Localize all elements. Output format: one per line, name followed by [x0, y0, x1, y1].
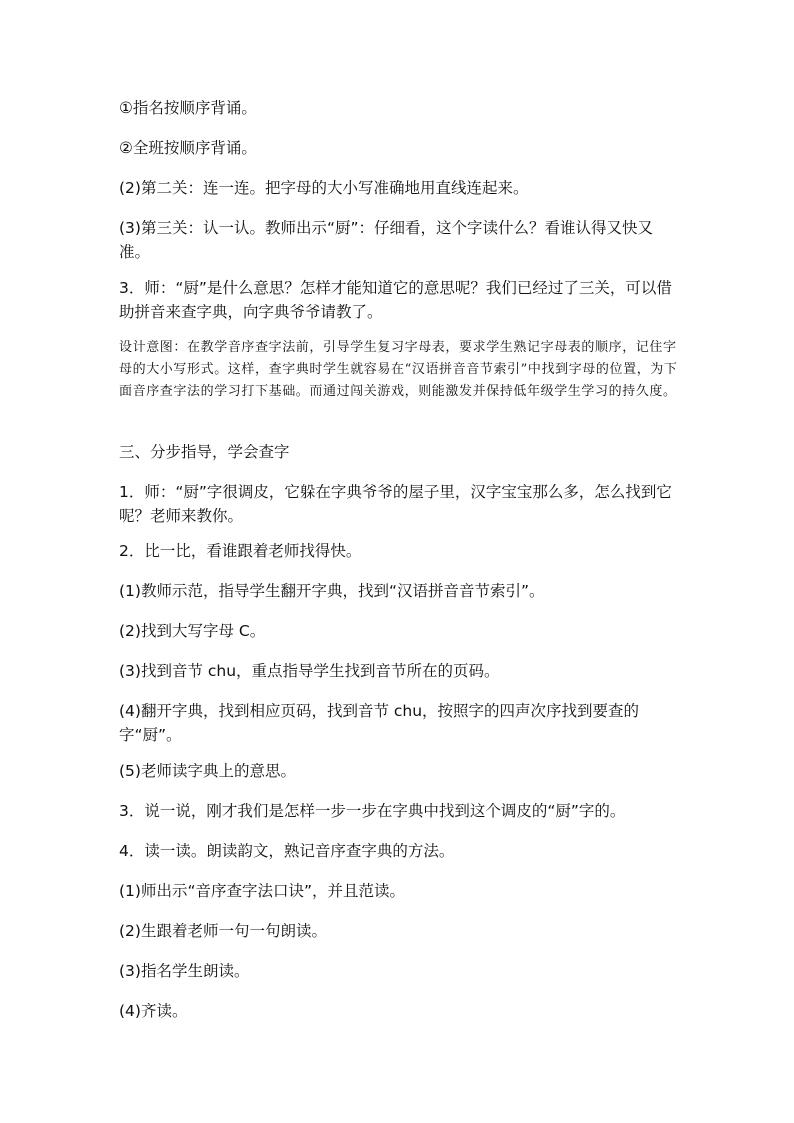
paragraph-step-2: (2)找到大写字母 C。: [119, 622, 266, 640]
paragraph-teacher-intro: 1．师：“厨”字很调皮，它躲在字典爷爷的屋子里，汉字宝宝那么多，怎么找到它呢？老师来教你。: [119, 483, 672, 525]
section-heading: 三、分步指导，学会查字: [119, 443, 290, 461]
paragraph-read-step-4: (4)齐读。: [119, 1002, 188, 1020]
paragraph-read-step-2: (2)生跟着老师一句一句朗读。: [119, 922, 327, 940]
paragraph-step-4: (4)翻开字典，找到相应页码，找到音节 chu，按照字的四声次序找到要查的字“厨”。: [119, 702, 640, 744]
paragraph-read-step-3: (3)指名学生朗读。: [119, 962, 250, 980]
paragraph-say: 3．说一说，刚才我们是怎样一步一步在字典中找到这个调皮的“厨”字的。: [119, 802, 626, 820]
paragraph-compare: 2．比一比，看谁跟着老师找得快。: [119, 542, 362, 560]
paragraph-read: 4．读一读。朗读韵文，熟记音序查字典的方法。: [119, 842, 455, 860]
paragraph-design-intent: 设计意图：在教学音序查字法前，引导学生复习字母表，要求学生熟记字母表的顺序，记住字母的大小写形式。这样，查字典时学生就容易在“汉语拼音音节索引”中找到字母的位置，为下面音序查字法的学习打下基础。而通过闯关游戏，则能激发并保持低年级学生学习的持久度。: [119, 340, 678, 399]
paragraph-read-step-1: (1)师出示“音序查字法口诀”，并且范读。: [119, 882, 406, 900]
paragraph-step-5: (5)老师读字典上的意思。: [119, 762, 296, 780]
paragraph-recite-whole-class: ②全班按顺序背诵。: [119, 139, 257, 157]
paragraph-step-3: (3)找到音节 chu，重点指导学生找到音节所在的页码。: [119, 662, 500, 680]
paragraph-recite-by-name: ①指名按顺序背诵。: [119, 99, 257, 117]
paragraph-level-three: (3)第三关：认一认。教师出示“厨”：仔细看，这个字读什么？看谁认得又快又准。: [119, 219, 654, 261]
paragraph-teacher-question: 3．师：“厨”是什么意思？怎样才能知道它的意思呢？我们已经过了三关，可以借助拼音来查字典，向字典爷爷请教了。: [119, 279, 672, 321]
paragraph-step-1: (1)教师示范，指导学生翻开字典，找到“汉语拼音音节索引”。: [119, 582, 545, 600]
paragraph-level-two: (2)第二关：连一连。把字母的大小写准确地用直线连起来。: [119, 179, 529, 197]
